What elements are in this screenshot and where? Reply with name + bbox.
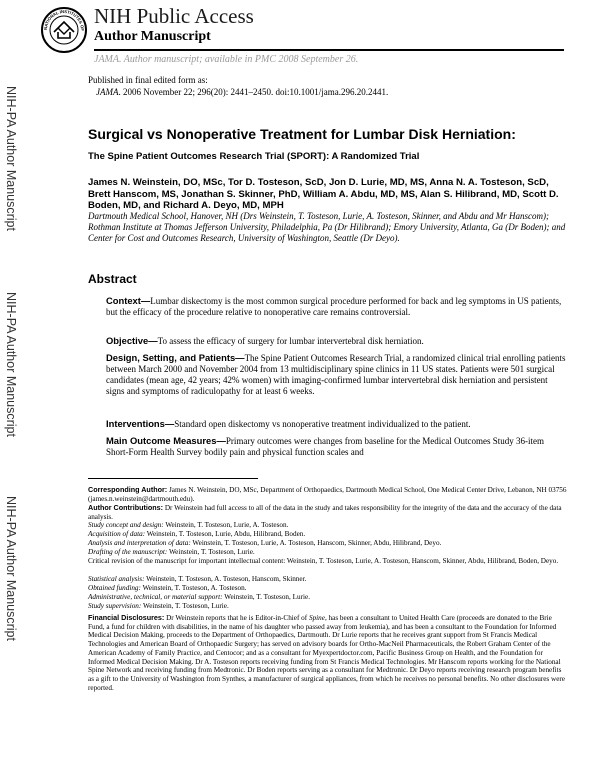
contrib-acquisition: Acquisition of data: Weinstein, T. Tosteson, Lurie, Abdu, Hilibrand, Boden. [88, 530, 306, 538]
contrib-analysis: Analysis and interpretation of data: Weinstein, T. Tosteson, Lurie, A. Tosteson, Hanscom, Skinner, Abdu, Hilibrand, Deyo. [88, 539, 442, 547]
nih-seal-logo [40, 6, 88, 54]
sidebar-label-bottom: NIH-PA Author Manuscript [4, 496, 18, 641]
sidebar-label-top: NIH-PA Author Manuscript [4, 86, 18, 231]
article-subtitle: The Spine Patient Outcomes Research Trial (SPORT): A Randomized Trial [88, 151, 420, 162]
citation [96, 87, 388, 98]
contrib-critical-revision: Critical revision of the manuscript for important intellectual content: Weinstein, T. Tosteson, Lurie, A. Tosteson, Hanscom, Skinner, Abdu, Hilibrand, Boden, Deyo. [88, 557, 559, 565]
author-list: James N. Weinstein, DO, MSc, Tor D. Tosteson, ScD, Jon D. Lurie, MD, MS, Anna N. A. Tosteson, ScD, Brett Hanscom, MS, Jonathan S. Skinner, PhD, William A. Abdu, MD, MS, Alan S. Hilibrand, MD, Scott D. Boden, MD, and Richard A. Deyo, MD, MPH [88, 177, 559, 211]
footnote-corresponding-author: Corresponding Author: James N. Weinstein, DO, MSc, Department of Orthopaedics, Dartmouth Medical School, One Medical Center Drive, Lebanon, NH 03756 (james.n.weinstein@dartmouth.edu). [88, 485, 567, 503]
published-note: Published in final edited form as: [88, 75, 208, 85]
contrib-concept: Study concept and design: Weinstein, T. Tosteson, Lurie, A. Tosteson. [88, 521, 289, 529]
svg-text:NATIONAL INSTITUTES OF HEALTH [40, 6, 85, 31]
contrib-drafting: Drafting of the manuscript: Weinstein, T. Tosteson, Lurie. [88, 548, 255, 556]
journal-name: JAMA [96, 87, 119, 97]
abstract-main-outcome: Main Outcome Measures—Primary outcomes were changes from baseline for the Medical Outcomes Study 36-item Short-Form Health Survey bodily pain and physical function scales and [106, 435, 544, 457]
footnote-author-contributions: Author Contributions: Dr Weinstein had full access to all of the data in the study and takes responsibility for the integrity of the data and the accuracy of the data analysis. [88, 503, 562, 521]
affiliations: Dartmouth Medical School, Hanover, NH (Drs Weinstein, T. Tosteson, Lurie, A. Tosteson, Skinner, and Abdu and Mr Hanscom); Rothman Institute at Thomas Jefferson University, Philadelphia, Pa (Dr Hilibrand); Emory University, Atlanta, Ga (Dr Boden); and Center for Cost and Outcomes Research, University of Washington, Seattle (Dr Deyo). [88, 211, 566, 243]
contrib-admin-support: Administrative, technical, or material support: Weinstein, T. Tosteson, Lurie. [88, 593, 310, 601]
abstract-heading: Abstract [88, 272, 137, 286]
footnote-rule [88, 478, 258, 479]
sidebar-label-middle: NIH-PA Author Manuscript [4, 292, 18, 437]
contrib-supervision: Study supervision: Weinstein, T. Tosteson, Lurie. [88, 602, 229, 610]
header-rule [94, 49, 564, 51]
contrib-funding: Obtained funding: Weinstein, T. Tosteson, A. Tosteson. [88, 584, 247, 592]
abstract-context: Context—Lumbar diskectomy is the most common surgical procedure performed for back and leg symptoms in US patients, but the efficacy of the procedure relative to nonoperative care remains controversial. [106, 295, 562, 317]
citation-details: . 2006 November 22; 296(20): 2441–2450. doi:10.1001/jama.296.20.2441. [118, 87, 389, 97]
abstract-objective: Objective—To assess the efficacy of surgery for lumbar intervertebral disk herniation. [106, 335, 424, 346]
author-manuscript-label: Author Manuscript [94, 29, 211, 44]
seal-text: NATIONAL INSTITUTES OF [42, 8, 86, 31]
nih-public-access-title: NIH Public Access [94, 4, 254, 28]
availability-note: JAMA. Author manuscript; available in PMC 2008 September 26. [94, 54, 359, 65]
abstract-design: Design, Setting, and Patients—The Spine Patient Outcomes Research Trial, a randomized clinical trial enrolling patients between March 2000 and November 2004 from 13 multidisciplinary spine clinics in 11 US states. Patients were 501 surgical candidates (mean age, 42 years; 42% women) with imaging-confirmed lumbar intervertebral disk herniation and persistent signs and symptoms of radiculopathy for at least 6 weeks. [106, 352, 566, 396]
footnote-financial-disclosures: Financial Disclosures: Dr Weinstein reports that he is Editor-in-Chief of Spine, has been a consultant to United Health Care (proceeds are donated to the Brie Fund, a fund for children with disabilities, in the name of his daughter who passed away from leukemia), and has been a consultant to the Foundation for Informed Medical Decision Making, proceeds to the Department of Orthopaedics, Dartmouth. Dr Lurie reports that he receives grant support from St Francis Medical Technologies and American Board of Orthopaedic Surgery; has served on advisory boards for Ortho-MacNeil Pharmaceuticals, the Robert Graham Center of the American Academy of Family Practice, and Centocor; and as a consultant for Myexpertdoctor.com, Pacific Business Group on Health, and the Foundation for Informed Medical Decision Making. Dr A. Tosteson reports receiving funding from St Francis Medical Technologies. Mr Hanscom reports working for the National Spine Network and receiving funding from Medtronic. Dr Boden reports serving as a consultant for Medtronic. Dr Deyo reports receiving research program benefits as a gift to the University of Washington from Synthes, a manufacturer of surgical appliances, from which he receives no personal benefits. No other disclosures were reported. [88, 613, 565, 692]
article-title: Surgical vs Nonoperative Treatment for Lumbar Disk Herniation: [88, 126, 516, 142]
contrib-statistical: Statistical analysis: Weinstein, T. Tosteson, A. Tosteson, Hanscom, Skinner. [88, 575, 307, 583]
abstract-interventions: Interventions—Standard open diskectomy vs nonoperative treatment individualized to the patient. [106, 418, 471, 429]
